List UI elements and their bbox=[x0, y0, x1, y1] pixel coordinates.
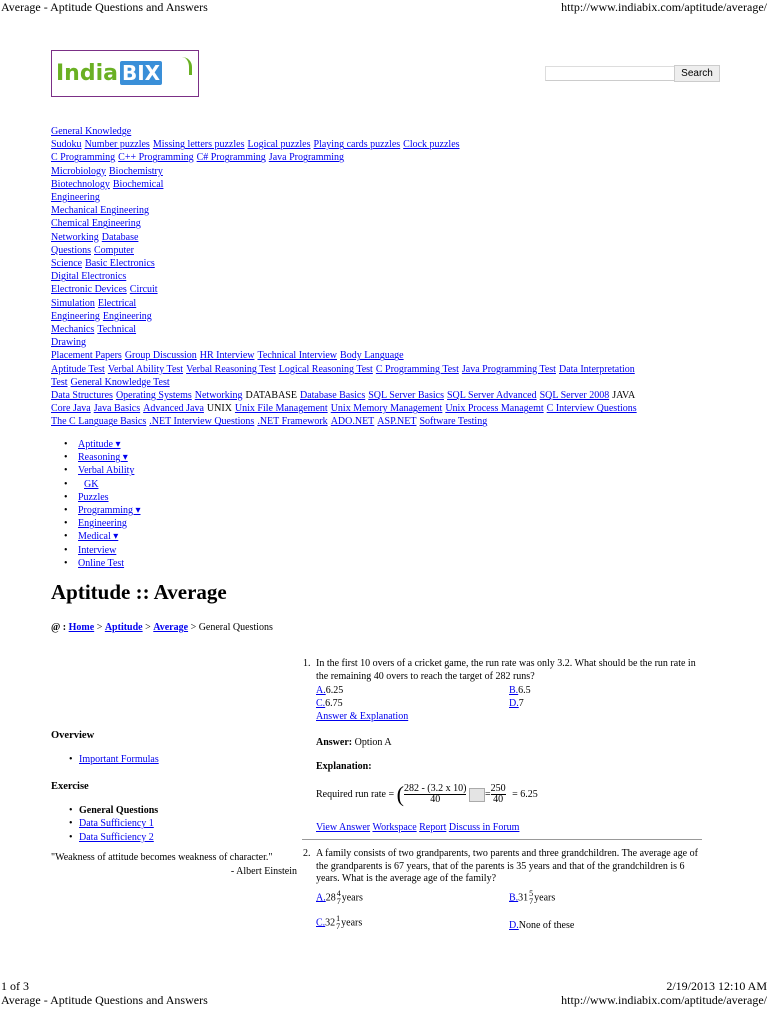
category-line bbox=[51, 244, 741, 257]
nav-link[interactable]: Engineering bbox=[78, 518, 127, 530]
answer-value: Option A bbox=[354, 737, 392, 748]
question-number: 2. bbox=[303, 848, 311, 859]
category-link[interactable]: Simulation bbox=[51, 297, 95, 309]
category-link[interactable]: Java Programming bbox=[268, 152, 345, 164]
q2-option-d[interactable] bbox=[509, 920, 574, 931]
category-link[interactable]: Advanced Java bbox=[143, 403, 204, 415]
option-label[interactable]: A. bbox=[316, 892, 326, 904]
nav-item bbox=[62, 517, 141, 530]
category-label: UNIX bbox=[206, 403, 232, 415]
data-sufficiency-2-link[interactable]: Data Sufficiency 2 bbox=[79, 831, 154, 843]
breadcrumb-current: General Questions bbox=[198, 622, 273, 633]
data-sufficiency-1-link[interactable]: Data Sufficiency 1 bbox=[79, 818, 154, 830]
category-line bbox=[51, 336, 741, 349]
breadcrumb-aptitude[interactable]: Aptitude bbox=[104, 622, 143, 633]
category-link[interactable]: C Interview Questions bbox=[546, 403, 637, 415]
category-link[interactable]: General Knowledge bbox=[51, 126, 132, 137]
nav-link[interactable]: Puzzles bbox=[78, 491, 109, 503]
category-link[interactable]: Test bbox=[51, 376, 68, 388]
category-link[interactable]: Microbiology bbox=[51, 165, 106, 177]
category-link[interactable]: Biochemical bbox=[112, 178, 164, 190]
category-line bbox=[51, 270, 741, 283]
category-link[interactable]: Unix File Management bbox=[234, 403, 328, 415]
category-line bbox=[51, 415, 741, 428]
fraction-1 bbox=[404, 784, 467, 805]
answer-label: Answer: bbox=[316, 737, 353, 748]
category-line bbox=[51, 125, 741, 138]
category-link[interactable]: Networking bbox=[194, 390, 243, 402]
question-text: A family consists of two grandparents, two parents and three grandchildren. The average age of the grandparents is 67 years, that of the parents is 35 years and that of the grandchildren is 6 years. What is the average age of the family? bbox=[316, 848, 698, 884]
formula-equals: = bbox=[484, 789, 491, 800]
fraction-numerator: 5 bbox=[529, 889, 534, 898]
category-line bbox=[51, 376, 741, 389]
breadcrumb-home[interactable]: Home bbox=[68, 622, 95, 633]
nav-link[interactable]: Reasoning ▾ bbox=[78, 452, 128, 464]
category-link[interactable]: Science bbox=[51, 258, 83, 270]
nav-item bbox=[62, 478, 141, 491]
overview-list bbox=[51, 753, 311, 766]
option-fraction bbox=[529, 890, 533, 906]
category-line bbox=[51, 283, 741, 296]
category-link[interactable]: Missing letters puzzles bbox=[152, 139, 245, 151]
answer-explanation-link[interactable]: Answer & Explanation bbox=[316, 711, 409, 722]
category-line bbox=[51, 191, 741, 204]
question-2 bbox=[303, 848, 708, 886]
print-date: 2/19/2013 12:10 AM bbox=[666, 979, 767, 993]
option-unit: years bbox=[341, 892, 363, 904]
breadcrumb bbox=[51, 622, 273, 633]
logo-text-bix: BIX bbox=[121, 61, 161, 85]
category-link[interactable]: Operating Systems bbox=[115, 390, 192, 402]
category-link[interactable]: Data Structures bbox=[51, 390, 113, 402]
nav-item bbox=[62, 504, 141, 517]
category-line bbox=[51, 217, 741, 230]
category-link[interactable]: Clock puzzles bbox=[403, 139, 460, 151]
category-link[interactable]: Chemical Engineering bbox=[51, 218, 141, 230]
nav-item bbox=[62, 491, 141, 504]
main-nav bbox=[62, 438, 141, 570]
category-link[interactable]: Sudoku bbox=[51, 139, 82, 151]
explanation-label: Explanation: bbox=[316, 761, 372, 772]
nav-link[interactable]: Aptitude ▾ bbox=[78, 439, 121, 450]
category-link[interactable]: Technical bbox=[97, 324, 137, 336]
category-line bbox=[51, 310, 741, 323]
option-text: 6.5 bbox=[518, 685, 531, 696]
category-link[interactable]: General Knowledge Test bbox=[70, 376, 170, 388]
category-line bbox=[51, 138, 741, 151]
page-title: Aptitude :: Average bbox=[51, 580, 227, 604]
category-link[interactable]: Engineering bbox=[51, 310, 100, 322]
option-text: 6.75 bbox=[325, 698, 343, 709]
category-label: JAVA bbox=[612, 390, 636, 402]
q1-option-a[interactable] bbox=[316, 685, 343, 696]
nav-item bbox=[62, 451, 141, 464]
category-link[interactable]: Electronic Devices bbox=[51, 284, 127, 296]
category-link[interactable]: Biochemistry bbox=[109, 165, 163, 177]
exercise-list bbox=[51, 804, 311, 844]
logo-text-india: India bbox=[56, 61, 118, 86]
nav-link[interactable]: Medical ▾ bbox=[78, 531, 119, 543]
option-label[interactable]: A. bbox=[316, 685, 326, 696]
category-link[interactable]: C++ Programming bbox=[118, 152, 194, 164]
logo-swoosh-icon bbox=[179, 57, 192, 75]
fraction-2 bbox=[491, 784, 506, 805]
category-line bbox=[51, 178, 741, 191]
q1-option-d[interactable] bbox=[509, 698, 524, 709]
category-link[interactable]: Mechanical Engineering bbox=[51, 205, 150, 217]
exercise-heading: Exercise bbox=[51, 781, 89, 793]
fraction-numerator: 250 bbox=[490, 783, 506, 794]
category-link[interactable]: Playing cards puzzles bbox=[313, 139, 401, 151]
question-number: 1. bbox=[303, 658, 311, 669]
fraction-denominator: 40 bbox=[491, 794, 506, 805]
exercise-item bbox=[51, 804, 311, 817]
option-text: None of these bbox=[518, 920, 575, 931]
overview-item bbox=[51, 753, 311, 766]
quote-author: - Albert Einstein bbox=[230, 865, 297, 877]
category-line bbox=[51, 151, 741, 164]
option-unit: years bbox=[534, 892, 556, 904]
category-link[interactable]: Digital Electronics bbox=[51, 271, 127, 283]
paren-open-icon: ( bbox=[396, 781, 404, 807]
sidebar bbox=[51, 730, 311, 877]
category-link[interactable]: SQL Server Basics bbox=[368, 390, 444, 402]
exercise-item bbox=[51, 817, 311, 830]
category-label: DATABASE bbox=[245, 390, 297, 402]
formula-prefix: Required run rate = bbox=[316, 789, 395, 800]
nav-item bbox=[62, 530, 141, 543]
nav-link[interactable]: Programming ▾ bbox=[78, 505, 141, 517]
option-label[interactable]: C. bbox=[316, 698, 326, 709]
category-link[interactable]: Verbal Reasoning Test bbox=[186, 363, 276, 375]
answer bbox=[316, 737, 392, 748]
workspace-link[interactable]: Workspace bbox=[372, 822, 417, 833]
category-link[interactable]: Engineering bbox=[102, 310, 152, 322]
category-link[interactable]: C Programming Test bbox=[375, 363, 459, 375]
option-text: 6.25 bbox=[325, 685, 344, 696]
fraction-denominator: 7 bbox=[336, 922, 341, 931]
q1-option-b[interactable] bbox=[509, 685, 531, 696]
category-link[interactable]: Biotechnology bbox=[51, 178, 110, 190]
fraction-numerator: 4 bbox=[336, 889, 341, 898]
option-label[interactable]: D. bbox=[509, 920, 519, 931]
breadcrumb-sep: > bbox=[190, 622, 197, 633]
category-link[interactable]: Group Discussion bbox=[124, 350, 197, 362]
option-whole: 28 bbox=[325, 892, 336, 904]
print-title: Average - Aptitude Questions and Answers bbox=[1, 0, 208, 14]
search-input[interactable] bbox=[545, 66, 675, 81]
nav-item bbox=[62, 557, 141, 570]
category-line bbox=[51, 257, 741, 270]
category-link[interactable]: Circuit bbox=[129, 284, 158, 296]
category-link[interactable]: Logical puzzles bbox=[247, 139, 311, 151]
category-link[interactable]: ASP.NET bbox=[377, 416, 417, 428]
nav-link[interactable]: Interview bbox=[78, 544, 117, 556]
option-whole: 31 bbox=[518, 892, 529, 904]
fraction-numerator: 282 - (3.2 x 10) bbox=[403, 783, 467, 794]
question-1-links bbox=[316, 822, 519, 833]
question-1 bbox=[303, 658, 703, 683]
category-link[interactable]: Logical Reasoning Test bbox=[278, 363, 373, 375]
category-link[interactable]: Body Language bbox=[340, 350, 404, 362]
print-url: http://www.indiabix.com/aptitude/average/ bbox=[561, 993, 767, 1007]
category-link[interactable]: Aptitude Test bbox=[51, 363, 105, 375]
category-link[interactable]: Software Testing bbox=[419, 416, 488, 428]
category-line bbox=[51, 349, 741, 362]
category-line bbox=[51, 204, 741, 217]
option-fraction bbox=[337, 890, 341, 906]
q2-option-c[interactable] bbox=[316, 915, 362, 931]
formula-result: = 6.25 bbox=[512, 789, 538, 800]
category-link[interactable]: Verbal Ability Test bbox=[107, 363, 184, 375]
print-title: Average - Aptitude Questions and Answers bbox=[1, 993, 208, 1007]
category-link[interactable]: Core Java bbox=[51, 403, 91, 415]
category-link[interactable]: .NET Framework bbox=[257, 416, 328, 428]
category-link[interactable]: Data Interpretation bbox=[558, 363, 635, 375]
exercise-current: General Questions bbox=[79, 805, 159, 817]
category-link[interactable]: Electrical bbox=[97, 297, 137, 309]
category-line bbox=[51, 363, 741, 376]
q1-option-c[interactable] bbox=[316, 698, 343, 709]
option-label[interactable]: B. bbox=[509, 685, 519, 696]
discuss-forum-link[interactable]: Discuss in Forum bbox=[448, 822, 520, 833]
category-link[interactable]: .NET Interview Questions bbox=[149, 416, 255, 428]
nav-item bbox=[62, 438, 141, 451]
option-whole: 32 bbox=[325, 917, 336, 929]
category-link[interactable]: Engineering bbox=[51, 192, 100, 204]
search-button[interactable]: Search bbox=[674, 65, 720, 82]
breadcrumb-prefix: @ : bbox=[51, 622, 67, 633]
category-link[interactable]: Database Basics bbox=[299, 390, 366, 402]
exercise-item bbox=[51, 831, 311, 844]
option-label[interactable]: D. bbox=[509, 698, 519, 709]
category-line bbox=[51, 402, 741, 415]
q2-option-b[interactable] bbox=[509, 890, 555, 906]
category-links bbox=[51, 125, 741, 429]
category-link[interactable]: Networking bbox=[51, 231, 99, 243]
category-link[interactable]: Drawing bbox=[51, 337, 86, 349]
category-link[interactable]: Java Programming Test bbox=[461, 363, 556, 375]
quote: "Weakness of attitude becomes weakness of character." bbox=[51, 851, 273, 863]
view-answer-link[interactable]: View Answer bbox=[316, 822, 371, 833]
important-formulas-link[interactable]: Important Formulas bbox=[79, 754, 159, 765]
category-link[interactable]: C Programming bbox=[51, 152, 116, 164]
nav-link[interactable]: Verbal Ability bbox=[78, 465, 135, 477]
option-fraction bbox=[336, 915, 340, 931]
category-link[interactable]: ADO.NET bbox=[330, 416, 375, 428]
category-link[interactable]: Database bbox=[101, 231, 139, 243]
category-link[interactable]: SQL Server 2008 bbox=[539, 390, 610, 402]
formula-image-icon bbox=[469, 788, 485, 802]
category-link[interactable]: Placement Papers bbox=[51, 350, 122, 362]
report-link[interactable]: Report bbox=[419, 822, 447, 833]
category-link[interactable]: The C Language Basics bbox=[51, 416, 147, 428]
breadcrumb-average[interactable]: Average bbox=[153, 622, 189, 633]
fraction-denominator: 40 bbox=[404, 794, 467, 805]
fraction-denominator: 7 bbox=[529, 897, 534, 906]
explanation-formula bbox=[316, 781, 538, 807]
category-link[interactable]: Computer bbox=[94, 244, 134, 256]
category-link[interactable]: Number puzzles bbox=[84, 139, 150, 151]
category-line bbox=[51, 297, 741, 310]
nav-link[interactable]: Online Test bbox=[78, 557, 125, 569]
q2-option-a[interactable] bbox=[316, 890, 363, 906]
category-link[interactable]: SQL Server Advanced bbox=[446, 390, 537, 402]
category-link[interactable]: C# Programming bbox=[196, 152, 266, 164]
breadcrumb-sep: > bbox=[96, 622, 103, 633]
category-line bbox=[51, 231, 741, 244]
option-label[interactable]: B. bbox=[509, 892, 519, 904]
nav-item bbox=[62, 464, 141, 477]
category-link[interactable]: Unix Process Managemt bbox=[445, 403, 544, 415]
category-link[interactable]: Technical Interview bbox=[257, 350, 338, 362]
overview-heading: Overview bbox=[51, 730, 95, 741]
category-link[interactable]: HR Interview bbox=[199, 350, 255, 362]
indiabix-logo[interactable] bbox=[51, 50, 199, 97]
question-text: In the first 10 overs of a cricket game, the run rate was only 3.2. What should be the run rate in the remaining 40 overs to reach the target of 282 runs? bbox=[316, 658, 696, 682]
breadcrumb-sep: > bbox=[145, 622, 151, 633]
category-link[interactable]: Basic Electronics bbox=[85, 258, 155, 270]
option-unit: years bbox=[341, 917, 363, 929]
category-link[interactable]: Unix Memory Management bbox=[330, 403, 443, 415]
category-line bbox=[51, 323, 741, 336]
category-link[interactable]: Java Basics bbox=[93, 403, 141, 415]
option-text: 7 bbox=[518, 698, 524, 709]
fraction-denominator: 7 bbox=[336, 897, 341, 906]
category-link[interactable]: Mechanics bbox=[51, 324, 95, 336]
category-link[interactable]: Questions bbox=[51, 244, 91, 256]
nav-link[interactable]: GK bbox=[84, 478, 99, 490]
print-url: http://www.indiabix.com/aptitude/average/ bbox=[561, 0, 767, 14]
nav-item bbox=[62, 544, 141, 557]
category-line bbox=[51, 165, 741, 178]
page-count: 1 of 3 bbox=[1, 979, 29, 993]
fraction-numerator: 1 bbox=[336, 914, 341, 923]
category-line bbox=[51, 389, 741, 402]
divider bbox=[302, 839, 702, 840]
option-label[interactable]: C. bbox=[316, 917, 326, 929]
